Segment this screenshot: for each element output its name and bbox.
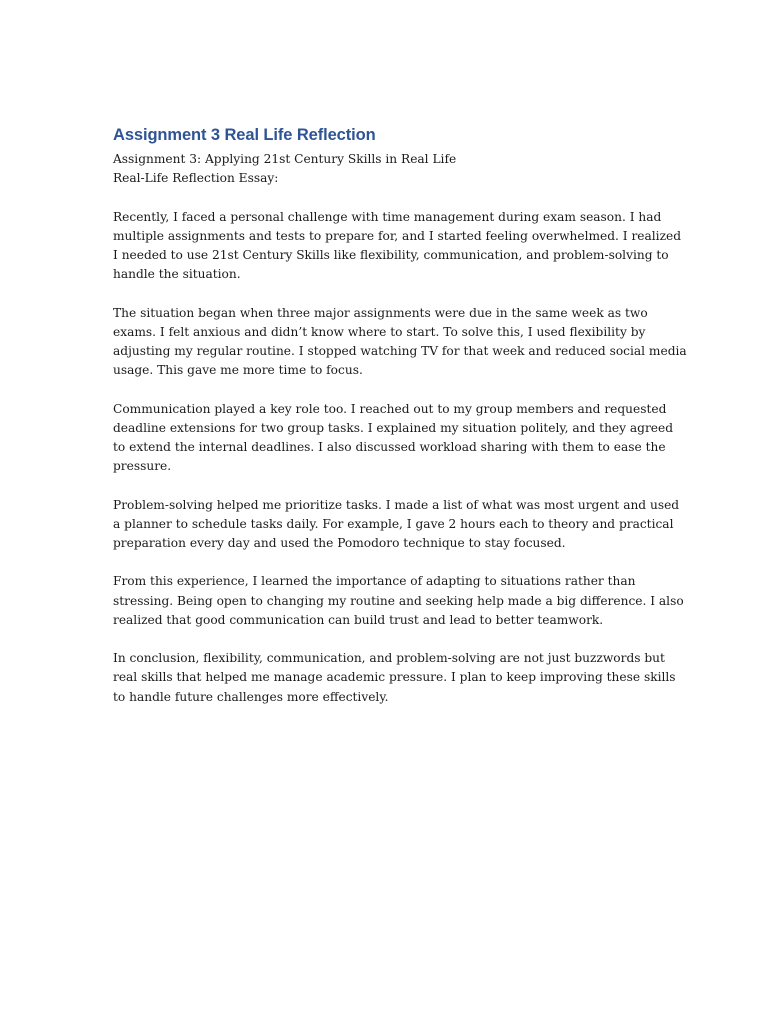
paragraph-4 xyxy=(113,496,680,554)
paragraph-line: realized that good communication can build trust and lead to better teamwork. xyxy=(113,612,604,627)
paragraph-5 xyxy=(113,572,684,630)
paragraph-line: stressing. Being open to changing my routine and seeking help made a big difference. I also xyxy=(113,593,684,608)
paragraph-line: The situation began when three major assignments were due in the same week as two xyxy=(113,305,648,320)
subtitle-line-1: Assignment 3: Applying 21st Century Skills in Real Life xyxy=(113,152,457,166)
subtitle-line-2: Real-Life Reflection Essay: xyxy=(113,171,279,186)
paragraph-line: pressure. xyxy=(113,459,172,474)
paragraph-line: Problem-solving helped me prioritize tasks. I made a list of what was most urgent and used xyxy=(113,497,680,512)
paragraph-line: to extend the internal deadlines. I also discussed workload sharing with them to ease the xyxy=(113,440,666,454)
paragraph-line: real skills that helped me manage academic pressure. I plan to keep improving these skills xyxy=(113,670,676,685)
paragraph-line: Recently, I faced a personal challenge with time management during exam season. I had xyxy=(113,209,662,224)
paragraph-line: deadline extensions for two group tasks. I explained my situation politely, and they agreed xyxy=(113,420,674,435)
paragraph-line: From this experience, I learned the importance of adapting to situations rather than xyxy=(113,574,636,589)
document-title: Assignment 3 Real Life Reflection xyxy=(113,126,376,144)
paragraph-3 xyxy=(113,400,674,477)
paragraph-line: In conclusion, flexibility, communication, and problem-solving are not just buzzwords but xyxy=(113,651,665,666)
paragraph-line: exams. I felt anxious and didn’t know where to start. To solve this, I used flexibility by xyxy=(113,324,646,339)
paragraph-1 xyxy=(113,208,682,285)
paragraph-line: multiple assignments and tests to prepare for, and I started feeling overwhelmed. I realized xyxy=(113,228,682,243)
paragraph-line: to handle future challenges more effectively. xyxy=(113,689,389,704)
paragraph-line: adjusting my regular routine. I stopped watching TV for that week and reduced social media xyxy=(113,344,687,358)
paragraph-2 xyxy=(113,304,687,381)
paragraph-line: I needed to use 21st Century Skills like flexibility, communication, and problem-solving to xyxy=(113,248,669,262)
paragraph-line: preparation every day and used the Pomodoro technique to stay focused. xyxy=(113,536,566,550)
document-page xyxy=(113,124,687,707)
paragraph-line: usage. This gave me more time to focus. xyxy=(113,363,363,378)
paragraph-line: Communication played a key role too. I reached out to my group members and requested xyxy=(113,401,667,416)
paragraph-line: handle the situation. xyxy=(113,267,241,282)
paragraph-line: a planner to schedule tasks daily. For example, I gave 2 hours each to theory and practical xyxy=(113,516,674,531)
paragraph-6 xyxy=(113,649,676,707)
